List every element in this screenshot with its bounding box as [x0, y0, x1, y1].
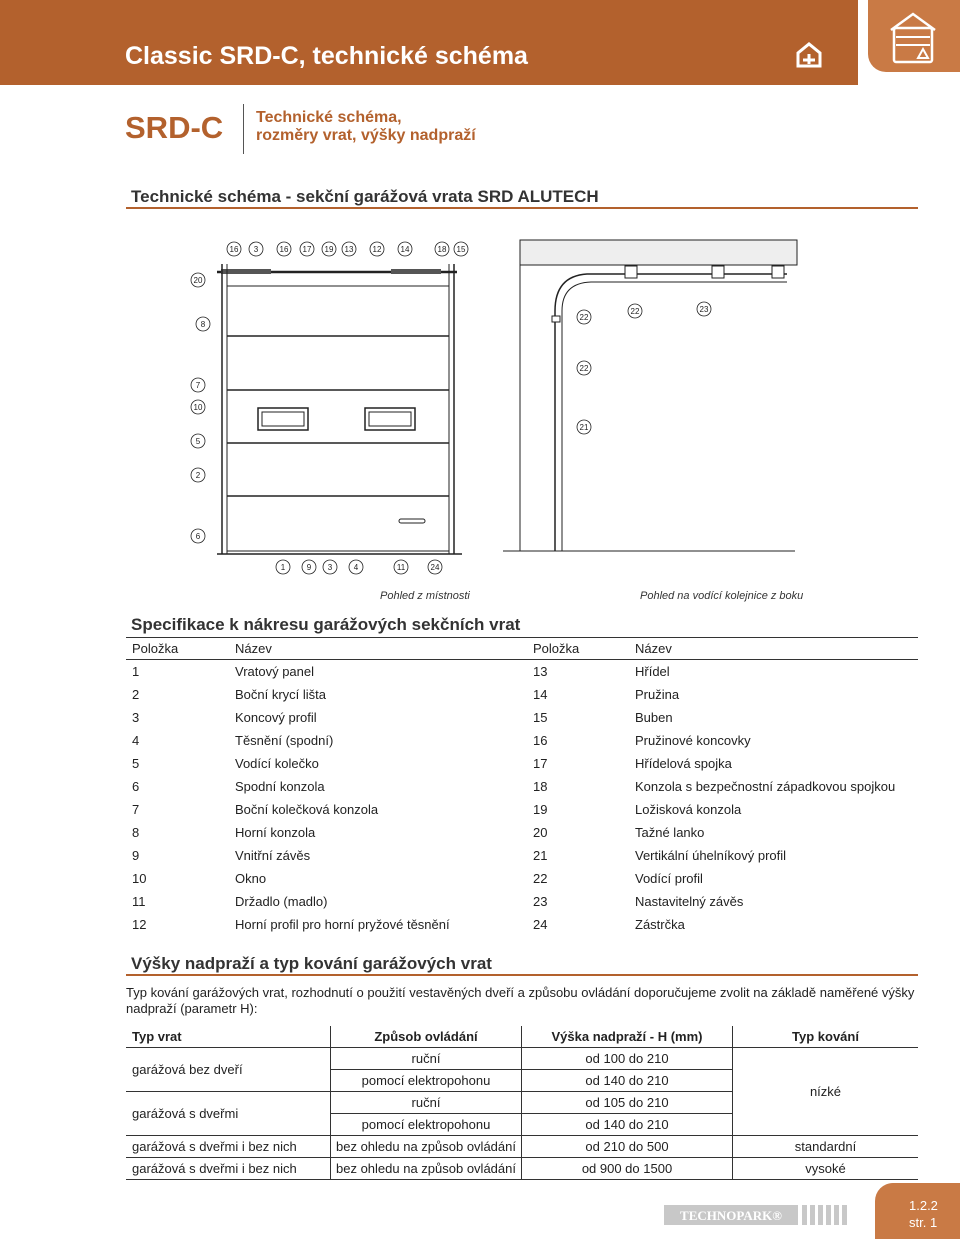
table-row [126, 821, 918, 844]
spec-name-cell: Boční kolečková konzola [229, 798, 527, 821]
spec-name-cell: Tažné lanko [629, 821, 918, 844]
drawing-section-title: Technické schéma - sekční garážová vrata SRD ALUTECH [131, 187, 599, 206]
label-bottom-2: 9 [306, 563, 312, 572]
table-row [126, 729, 918, 752]
spec-header-item: Položka [527, 638, 629, 660]
spec-item-cell: 6 [126, 775, 229, 798]
heights-section-title: Výšky nadpraží a typ kování garážových vrat [131, 954, 492, 973]
label-side-1: 22 [579, 313, 589, 322]
spec-name-cell: Vertikální úhelníkový profil [629, 844, 918, 867]
spec-table [126, 637, 918, 936]
spec-name-cell: Boční krycí lišta [229, 683, 527, 706]
label-side-3: 23 [699, 305, 709, 314]
heights-intro: Typ kování garážových vrat, rozhodnutí o použití vestavěných dveří a způsobu ovládání doporučujeme zvolit na základě naměřené výšky nadpraží (parametr H): [126, 985, 915, 1016]
spec-name-cell: Nastavitelný závěs [629, 890, 918, 913]
spec-name-cell: Koncový profil [229, 706, 527, 729]
label-bottom-4: 4 [353, 563, 359, 572]
label-left-7: 6 [195, 532, 201, 541]
label-left-3: 7 [195, 381, 201, 390]
table-row [126, 798, 918, 821]
spec-name-cell: Buben [629, 706, 918, 729]
label-bottom-3: 3 [327, 563, 333, 572]
label-left-4: 10 [193, 403, 203, 412]
subtitle-line-1: Technické schéma, [256, 109, 402, 126]
control-cell: ruční [331, 1092, 522, 1114]
table-row [126, 775, 918, 798]
spec-item-cell: 17 [527, 752, 629, 775]
spec-item-cell: 14 [527, 683, 629, 706]
label-top-7: 12 [372, 245, 382, 254]
spec-name-cell: Těsnění (spodní) [229, 729, 527, 752]
page-number: str. 1 [909, 1215, 938, 1230]
spec-item-cell: 24 [527, 913, 629, 936]
label-left-1: 20 [193, 276, 203, 285]
spec-item-cell: 9 [126, 844, 229, 867]
control-cell: pomocí elektropohonu [331, 1114, 522, 1136]
control-cell: bez ohledu na způsob ovládání [331, 1158, 522, 1180]
spec-item-cell: 23 [527, 890, 629, 913]
door-type-cell: garážová s dveřmi i bez nich [126, 1136, 331, 1158]
spec-name-cell: Hřídel [629, 660, 918, 683]
spec-item-cell: 21 [527, 844, 629, 867]
technopark-logo [664, 1204, 848, 1226]
label-top-1: 16 [229, 245, 239, 254]
caption-room-view: Pohled z místnosti [380, 590, 470, 602]
spec-name-cell: Vnitřní závěs [229, 844, 527, 867]
header-height: Výška nadpraží - H (mm) [522, 1026, 733, 1048]
spec-name-cell: Zástrčka [629, 913, 918, 936]
caption-side-view: Pohled na vodící kolejnice z boku [640, 590, 804, 602]
label-top-9: 18 [437, 245, 447, 254]
table-row [126, 683, 918, 706]
spec-item-cell: 5 [126, 752, 229, 775]
spec-item-cell: 7 [126, 798, 229, 821]
label-left-6: 2 [195, 471, 201, 480]
spec-name-cell: Konzola s bezpečnostní západkovou spojkou [629, 775, 918, 798]
garage-door-tab[interactable] [868, 0, 960, 72]
spec-item-cell: 13 [527, 660, 629, 683]
spec-name-cell: Horní konzola [229, 821, 527, 844]
height-cell: od 100 do 210 [522, 1048, 733, 1070]
spec-name-cell: Vodící profil [629, 867, 918, 890]
spec-header-item: Položka [126, 638, 229, 660]
door-type-cell: garážová s dveřmi i bez nich [126, 1158, 331, 1180]
control-cell: ruční [331, 1048, 522, 1070]
house-tools-icon [795, 40, 823, 68]
section-rule [126, 974, 918, 976]
spec-item-cell: 20 [527, 821, 629, 844]
spec-item-cell: 2 [126, 683, 229, 706]
height-cell: od 140 do 210 [522, 1070, 733, 1092]
technical-drawing [187, 236, 807, 580]
spec-section-title: Specifikace k nákresu garážových sekčních vrat [131, 615, 521, 634]
section-rule [126, 207, 918, 209]
table-row [126, 706, 918, 729]
header-control: Způsob ovládání [331, 1026, 522, 1048]
spec-name-cell: Vodící kolečko [229, 752, 527, 775]
doc-subtitle [256, 109, 476, 145]
table-row [126, 844, 918, 867]
svg-text:TECHNOPARK®: TECHNOPARK® [680, 1208, 782, 1223]
fitting-cell: standardní [733, 1136, 919, 1158]
label-side-4: 22 [579, 364, 589, 373]
spec-name-cell: Hřídelová spojka [629, 752, 918, 775]
label-top-3: 16 [279, 245, 289, 254]
label-top-5: 19 [324, 245, 334, 254]
control-cell: pomocí elektropohonu [331, 1070, 522, 1092]
spec-item-cell: 19 [527, 798, 629, 821]
height-cell: od 140 do 210 [522, 1114, 733, 1136]
page-title: Classic SRD-C, technické schéma [125, 42, 528, 70]
spec-item-cell: 4 [126, 729, 229, 752]
spec-name-cell: Pružinové koncovky [629, 729, 918, 752]
label-bottom-1: 1 [280, 563, 286, 572]
label-top-2: 3 [253, 245, 259, 254]
spec-rows [126, 660, 918, 936]
spec-item-cell: 1 [126, 660, 229, 683]
spec-item-cell: 3 [126, 706, 229, 729]
height-cell: od 900 do 1500 [522, 1158, 733, 1180]
label-top-10: 15 [456, 245, 466, 254]
label-top-8: 14 [400, 245, 410, 254]
subtitle-line-2: rozměry vrat, výšky nadpraží [256, 127, 476, 144]
divider [243, 104, 244, 154]
heights-table [126, 1026, 918, 1180]
door-side-view [503, 240, 797, 551]
control-cell: bez ohledu na způsob ovládání [331, 1136, 522, 1158]
label-left-2: 8 [200, 320, 206, 329]
spec-item-cell: 22 [527, 867, 629, 890]
product-code: SRD-C [125, 110, 224, 145]
fitting-cell: vysoké [733, 1158, 919, 1180]
table-row [126, 1158, 918, 1180]
height-cell: od 210 do 500 [522, 1136, 733, 1158]
spec-name-cell: Spodní konzola [229, 775, 527, 798]
table-row [126, 752, 918, 775]
spec-item-cell: 18 [527, 775, 629, 798]
spec-item-cell: 12 [126, 913, 229, 936]
door-front-view [217, 264, 462, 554]
label-top-4: 17 [302, 245, 312, 254]
label-side-5: 21 [579, 423, 589, 432]
spec-item-cell: 16 [527, 729, 629, 752]
spec-name-cell: Okno [229, 867, 527, 890]
label-left-5: 5 [195, 437, 201, 446]
header-door-type: Typ vrat [126, 1026, 331, 1048]
spec-header-row [126, 638, 918, 660]
spec-header-name: Název [629, 638, 918, 660]
spec-item-cell: 15 [527, 706, 629, 729]
table-row [126, 1136, 918, 1158]
label-side-2: 22 [630, 307, 640, 316]
label-bottom-6: 24 [430, 563, 440, 572]
spec-name-cell: Ložisková konzola [629, 798, 918, 821]
spec-name-cell: Pružina [629, 683, 918, 706]
spec-item-cell: 11 [126, 890, 229, 913]
table-row [126, 913, 918, 936]
heights-header-row [126, 1026, 918, 1048]
page-code: 1.2.2 [909, 1198, 938, 1213]
garage-door-icon [887, 10, 939, 66]
table-row [126, 660, 918, 683]
fitting-cell: nízké [733, 1048, 919, 1136]
table-row [126, 867, 918, 890]
spec-item-cell: 8 [126, 821, 229, 844]
label-bottom-5: 11 [396, 563, 406, 572]
door-type-cell: garážová s dveřmi [126, 1092, 331, 1136]
door-type-cell: garážová bez dveří [126, 1048, 331, 1092]
table-row [126, 1048, 918, 1070]
label-top-6: 13 [344, 245, 354, 254]
table-row [126, 890, 918, 913]
spec-item-cell: 10 [126, 867, 229, 890]
spec-name-cell: Vratový panel [229, 660, 527, 683]
header-bar [0, 0, 858, 85]
header-fitting: Typ kování [733, 1026, 919, 1048]
spec-name-cell: Držadlo (madlo) [229, 890, 527, 913]
spec-name-cell: Horní profil pro horní pryžové těsnění [229, 913, 527, 936]
spec-header-name: Název [229, 638, 527, 660]
height-cell: od 105 do 210 [522, 1092, 733, 1114]
